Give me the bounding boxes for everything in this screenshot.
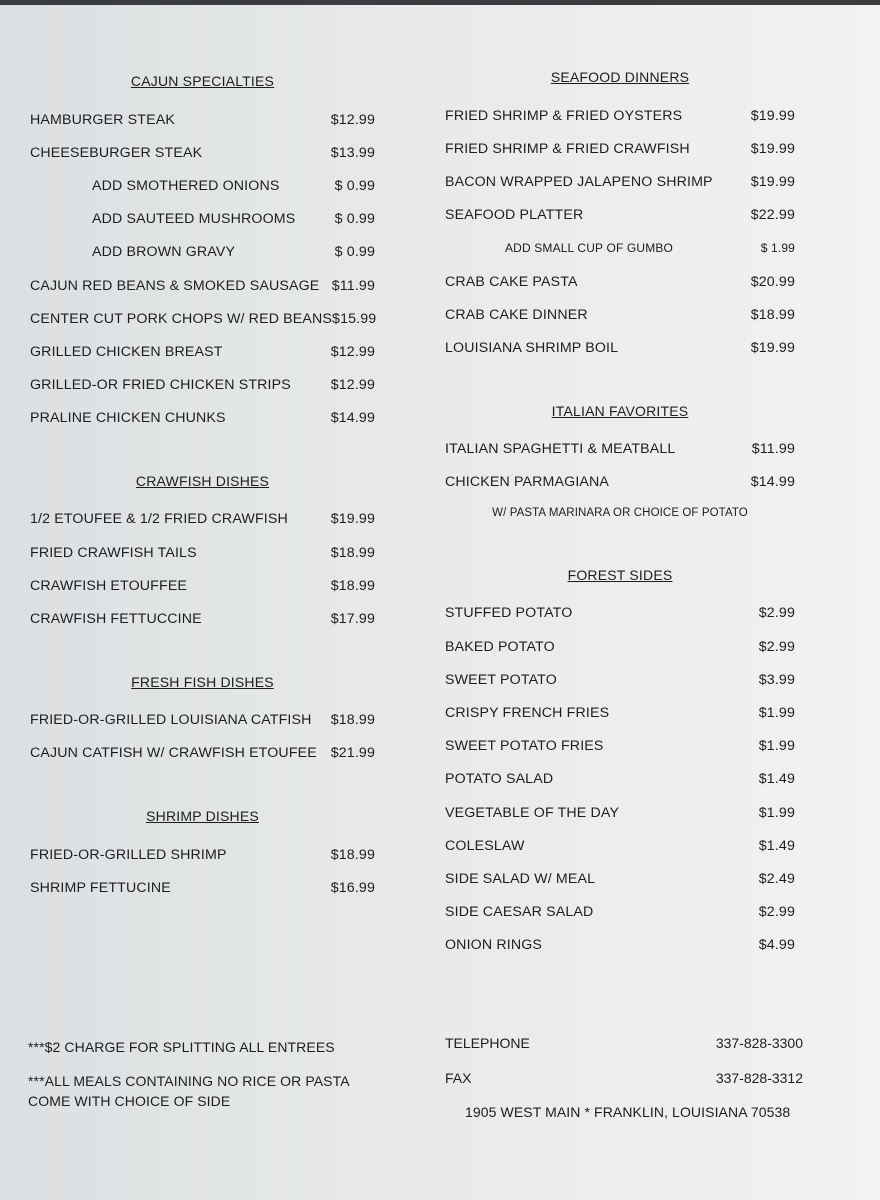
menu-item-name: COLESLAW xyxy=(445,837,525,854)
section-forest-sides xyxy=(445,564,795,962)
splitting-charge-note xyxy=(28,1037,335,1057)
section-shrimp-dishes xyxy=(30,805,375,904)
menu-item xyxy=(445,796,795,829)
menu-item-name: FRIED SHRIMP & FRIED CRAWFISH xyxy=(445,140,690,157)
menu-item-price: $2.99 xyxy=(758,904,795,921)
menu-item xyxy=(445,663,795,696)
menu-item-name: SIDE CAESAR SALAD xyxy=(445,904,594,921)
menu-item xyxy=(445,696,795,729)
menu-item xyxy=(30,536,375,569)
menu-item xyxy=(30,136,375,169)
menu-item-price: $1.99 xyxy=(758,738,795,755)
menu-item-price: $21.99 xyxy=(330,745,375,762)
menu-item xyxy=(445,929,795,962)
section-heading: SHRIMP DISHES xyxy=(146,808,259,824)
fax-number: 337-828-3312 xyxy=(715,1070,803,1086)
menu-item xyxy=(445,165,795,198)
menu-item-name: BACON WRAPPED JALAPENO SHRIMP xyxy=(445,173,713,190)
menu-item-name: BAKED POTATO xyxy=(445,638,555,655)
menu-item-price: $16.99 xyxy=(330,879,375,896)
menu-item xyxy=(445,730,795,763)
menu-item xyxy=(445,232,795,265)
menu-item-price: $1.49 xyxy=(758,837,795,854)
menu-item xyxy=(445,298,795,331)
menu-item xyxy=(30,169,375,202)
menu-item-price: $19.99 xyxy=(750,339,795,356)
menu-item xyxy=(445,862,795,895)
menu-item-price: $19.99 xyxy=(330,511,375,528)
section-heading: CAJUN SPECIALTIES xyxy=(130,73,275,89)
menu-item-price: $22.99 xyxy=(750,207,795,224)
menu-item xyxy=(30,302,375,335)
section-note: W/ PASTA MARINARA OR CHOICE OF POTATO xyxy=(492,506,748,519)
menu-item-price: $18.99 xyxy=(330,544,375,561)
menu-item xyxy=(30,236,375,269)
menu-item-price: $1.49 xyxy=(758,771,795,788)
menu-item-price: $19.99 xyxy=(750,140,795,157)
menu-item xyxy=(30,402,375,435)
menu-item-name: FRIED-OR-GRILLED SHRIMP xyxy=(30,846,227,863)
menu-item-price: $18.99 xyxy=(750,306,795,323)
menu-item-price: $13.99 xyxy=(330,144,375,161)
menu-item-price: $18.99 xyxy=(330,712,375,729)
menu-item-price: $18.99 xyxy=(330,577,375,594)
menu-item xyxy=(30,704,375,737)
menu-item-price: $14.99 xyxy=(330,410,375,427)
menu-item-name: CAJUN CATFISH W/ CRAWFISH ETOUFEE xyxy=(30,745,317,762)
section-seafood-dinners xyxy=(445,66,795,365)
menu-item-name: CRAWFISH ETOUFFEE xyxy=(30,577,188,594)
menu-item xyxy=(30,871,375,904)
menu-item-name: PRALINE CHICKEN CHUNKS xyxy=(30,410,226,427)
menu-item-price: $ 0.99 xyxy=(334,211,375,228)
menu-item-name: FRIED CRAWFISH TAILS xyxy=(30,544,197,561)
telephone-number: 337-828-3300 xyxy=(715,1035,803,1051)
menu-item xyxy=(445,896,795,929)
section-heading: FRESH FISH DISHES xyxy=(131,673,274,690)
menu-item-name: SWEET POTATO xyxy=(445,671,557,688)
menu-item-name: ADD SMOTHERED ONIONS xyxy=(92,177,280,194)
menu-item-name: CRAWFISH FETTUCCINE xyxy=(30,611,202,628)
menu-item xyxy=(445,132,795,165)
menu-item-name: FRIED-OR-GRILLED LOUISIANA CATFISH xyxy=(30,712,312,729)
menu-item-price: $1.99 xyxy=(758,705,795,722)
contact-info xyxy=(445,1035,803,1105)
menu-item xyxy=(30,103,375,136)
menu-item-price: $4.99 xyxy=(758,937,795,954)
menu-item-name: SHRIMP FETTUCINE xyxy=(30,879,171,896)
menu-item-name: CENTER CUT PORK CHOPS W/ RED BEANS xyxy=(30,310,333,327)
splitting-charge-text: ***$2 CHARGE FOR SPLITTING ALL ENTREES xyxy=(28,1039,335,1055)
menu-item-name: ADD SAUTEED MUSHROOMS xyxy=(92,211,296,228)
menu-item xyxy=(445,466,795,499)
telephone-label: TELEPHONE xyxy=(445,1035,530,1051)
menu-item-price: $ 0.99 xyxy=(334,244,375,261)
menu-item xyxy=(445,265,795,298)
menu-item xyxy=(445,331,795,364)
menu-item xyxy=(445,99,795,132)
menu-item-name: 1/2 ETOUFEE & 1/2 FRIED CRAWFISH xyxy=(30,511,288,528)
menu-item-name: CHICKEN PARMAGIANA xyxy=(445,474,610,491)
menu-item-name: FRIED SHRIMP & FRIED OYSTERS xyxy=(445,107,683,124)
menu-item-name: SIDE SALAD W/ MEAL xyxy=(445,870,596,887)
fax-label: FAX xyxy=(445,1070,472,1086)
menu-item-name: STUFFED POTATO xyxy=(445,605,573,622)
side-choice-note xyxy=(28,1071,350,1111)
menu-item-name: CRISPY FRENCH FRIES xyxy=(445,705,610,722)
menu-item xyxy=(445,829,795,862)
menu-item-price: $19.99 xyxy=(750,173,795,190)
menu-item xyxy=(30,203,375,236)
menu-item-name: ONION RINGS xyxy=(445,937,543,954)
menu-item xyxy=(445,199,795,232)
menu-item-price: $12.99 xyxy=(330,111,375,128)
menu-item-price: $ 0.99 xyxy=(334,177,375,194)
menu-item-name: POTATO SALAD xyxy=(445,771,554,788)
menu-item xyxy=(30,569,375,602)
menu-item xyxy=(445,630,795,663)
menu-item-price: $2.99 xyxy=(758,638,795,655)
menu-item-price: $20.99 xyxy=(750,273,795,290)
menu-item-price: $15.99 xyxy=(332,310,377,327)
menu-item xyxy=(30,602,375,635)
menu-item-price: $2.99 xyxy=(758,605,795,622)
menu-item xyxy=(445,763,795,796)
menu-item-name: ADD BROWN GRAVY xyxy=(92,244,236,261)
menu-item xyxy=(30,269,375,302)
telephone-row xyxy=(445,1035,803,1070)
menu-item-price: $ 1.99 xyxy=(760,241,795,256)
menu-item-price: $3.99 xyxy=(758,671,795,688)
menu-item xyxy=(30,737,375,770)
menu-item-name: VEGETABLE OF THE DAY xyxy=(445,804,620,821)
address: 1905 WEST MAIN * FRANKLIN, LOUISIANA 70538 xyxy=(465,1104,791,1120)
menu-item-name: CRAB CAKE DINNER xyxy=(445,306,588,323)
menu-item-name: CAJUN RED BEANS & SMOKED SAUSAGE xyxy=(30,277,320,294)
menu-item-price: $12.99 xyxy=(330,343,375,360)
menu-item-price: $18.99 xyxy=(330,846,375,863)
menu-item xyxy=(30,503,375,536)
menu-item-name: LOUISIANA SHRIMP BOIL xyxy=(445,339,619,356)
menu-item-name: CHEESEBURGER STEAK xyxy=(30,144,203,161)
menu-item xyxy=(30,838,375,871)
section-heading: FOREST SIDES xyxy=(567,566,673,583)
menu-item-price: $14.99 xyxy=(750,474,795,491)
menu-item-name: GRILLED CHICKEN BREAST xyxy=(30,343,223,360)
menu-item-price: $1.99 xyxy=(758,804,795,821)
menu-item-price: $17.99 xyxy=(330,611,375,628)
side-choice-line-1: ***ALL MEALS CONTAINING NO RICE OR PASTA xyxy=(28,1073,350,1089)
menu-item xyxy=(445,433,795,466)
menu-item-name: ADD SMALL CUP OF GUMBO xyxy=(505,241,673,256)
menu-item-name: CRAB CAKE PASTA xyxy=(445,273,578,290)
section-heading: ITALIAN FAVORITES xyxy=(551,402,689,419)
menu-item xyxy=(445,597,795,630)
menu-item-price: $12.99 xyxy=(330,377,375,394)
menu-item-name: HAMBURGER STEAK xyxy=(30,111,175,128)
menu-item-name: ITALIAN SPAGHETTI & MEATBALL xyxy=(445,441,676,458)
menu-item-name: GRILLED-OR FRIED CHICKEN STRIPS xyxy=(30,377,291,394)
menu-item xyxy=(30,335,375,368)
right-menu-column xyxy=(445,66,795,962)
menu-item-price: $11.99 xyxy=(751,441,795,458)
menu-item-price: $19.99 xyxy=(750,107,795,124)
section-heading: SEAFOOD DINNERS xyxy=(550,69,690,85)
section-italian-favorites xyxy=(445,400,795,529)
fax-row xyxy=(445,1070,803,1105)
menu-item xyxy=(30,369,375,402)
section-fresh-fish-dishes xyxy=(30,671,375,770)
menu-item-name: SEAFOOD PLATTER xyxy=(445,207,584,224)
page-top-edge xyxy=(0,0,880,5)
left-menu-column xyxy=(30,70,375,904)
side-choice-line-2: COME WITH CHOICE OF SIDE xyxy=(28,1093,231,1109)
section-cajun-specialties xyxy=(30,70,375,435)
section-crawfish-dishes xyxy=(30,470,375,636)
section-heading: CRAWFISH DISHES xyxy=(135,472,270,489)
menu-item-name: SWEET POTATO FRIES xyxy=(445,738,604,755)
menu-item-price: $11.99 xyxy=(331,277,375,294)
menu-item-price: $2.49 xyxy=(758,870,795,887)
